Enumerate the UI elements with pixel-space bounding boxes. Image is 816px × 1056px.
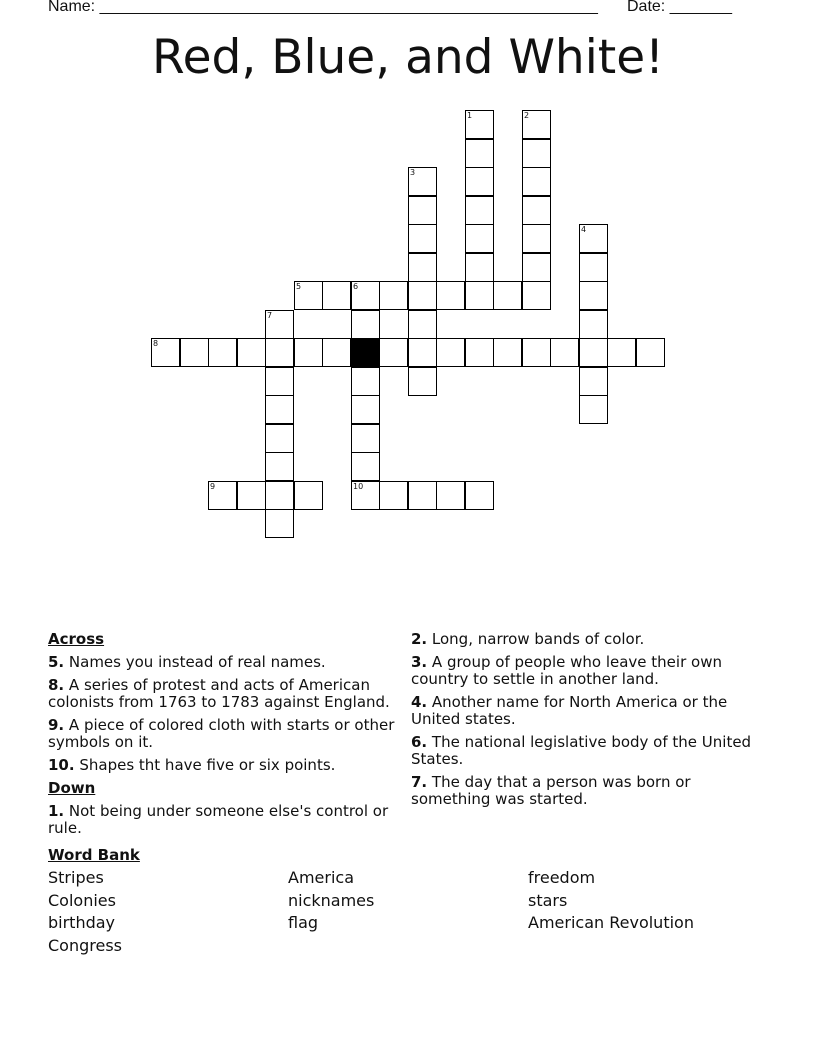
- grid-cell[interactable]: [607, 338, 636, 367]
- grid-cell[interactable]: [379, 338, 408, 367]
- grid-cell[interactable]: [351, 395, 380, 424]
- across-clue-list: [48, 654, 398, 774]
- clue-label-number: 4.: [411, 693, 428, 711]
- grid-cell[interactable]: [465, 139, 494, 168]
- grid-cell[interactable]: [579, 224, 608, 253]
- clue-text: A group of people who leave their own country to settle in another land.: [411, 653, 722, 688]
- clue: [411, 734, 761, 768]
- grid-cell[interactable]: [522, 224, 551, 253]
- grid-cell[interactable]: [265, 481, 294, 510]
- clues-right-column: [411, 631, 761, 814]
- grid-cell[interactable]: [237, 481, 266, 510]
- clue: [48, 677, 398, 711]
- grid-cell[interactable]: [579, 367, 608, 396]
- grid-cell[interactable]: [294, 481, 323, 510]
- clue-text: The day that a person was born or something was started.: [411, 773, 691, 808]
- clue: [48, 717, 398, 751]
- clue-number: 8: [153, 339, 159, 348]
- clue-number: 2: [524, 111, 530, 120]
- grid-cell[interactable]: [408, 196, 437, 225]
- grid-cell[interactable]: [579, 395, 608, 424]
- word-bank-item: birthday: [48, 913, 116, 932]
- down-heading: Down: [48, 779, 96, 797]
- grid-cell[interactable]: [636, 338, 665, 367]
- grid-cell[interactable]: [579, 281, 608, 310]
- grid-cell[interactable]: [522, 338, 551, 367]
- grid-cell[interactable]: [522, 139, 551, 168]
- clue-number: 4: [581, 225, 587, 234]
- grid-cell[interactable]: [465, 196, 494, 225]
- grid-cell[interactable]: [351, 310, 380, 339]
- grid-cell[interactable]: [522, 196, 551, 225]
- grid-cell[interactable]: [436, 338, 465, 367]
- grid-cell[interactable]: [522, 253, 551, 282]
- grid-cell[interactable]: [579, 253, 608, 282]
- grid-cell[interactable]: [465, 481, 494, 510]
- down-clue-list-right: [411, 631, 761, 808]
- grid-cell[interactable]: [465, 110, 494, 139]
- grid-cell[interactable]: [550, 338, 579, 367]
- grid-cell[interactable]: [493, 281, 522, 310]
- grid-cell[interactable]: [579, 338, 608, 367]
- grid-cell[interactable]: [465, 167, 494, 196]
- grid-cell[interactable]: [379, 281, 408, 310]
- clue-number: 6: [353, 282, 359, 291]
- grid-cell[interactable]: [265, 367, 294, 396]
- clue-label-number: 7.: [411, 773, 428, 791]
- grid-cell[interactable]: [265, 509, 294, 538]
- clue-label-number: 1.: [48, 802, 65, 820]
- grid-cell[interactable]: [436, 281, 465, 310]
- header: [48, 0, 768, 22]
- clue-text: Shapes tht have five or six points.: [74, 756, 336, 774]
- down-clue-list-left: [48, 803, 398, 837]
- grid-cell[interactable]: [265, 452, 294, 481]
- clue-text: Not being under someone else's control or rule.: [48, 802, 389, 837]
- clue: [411, 774, 761, 808]
- crossword-grid: [151, 110, 671, 540]
- clue-text: A series of protest and acts of American colonists from 1763 to 1783 against England.: [48, 676, 390, 711]
- grid-cell[interactable]: [294, 338, 323, 367]
- word-bank-item: America: [288, 868, 354, 887]
- clue: [48, 654, 398, 671]
- grid-cell[interactable]: [522, 110, 551, 139]
- grid-cell[interactable]: [436, 481, 465, 510]
- grid-cell[interactable]: [351, 452, 380, 481]
- word-bank-item: nicknames: [288, 891, 375, 910]
- clue-label-number: 2.: [411, 630, 428, 648]
- grid-cell[interactable]: [465, 224, 494, 253]
- clues-left-column: [48, 631, 398, 843]
- clue-label-number: 9.: [48, 716, 65, 734]
- clue: [411, 694, 761, 728]
- grid-cell[interactable]: [465, 338, 494, 367]
- word-bank-item: stars: [528, 891, 568, 910]
- clue-number: 3: [410, 168, 416, 177]
- clue-number: 10: [353, 482, 364, 491]
- clue: [48, 757, 398, 774]
- grid-cell[interactable]: [408, 167, 437, 196]
- grid-cell[interactable]: [465, 281, 494, 310]
- grid-cell[interactable]: [208, 338, 237, 367]
- clue-text: Names you instead of real names.: [64, 653, 326, 671]
- clue-label-number: 6.: [411, 733, 428, 751]
- clue-label-number: 10.: [48, 756, 75, 774]
- date-field[interactable]: Date: _______: [627, 0, 732, 15]
- grid-cell[interactable]: [265, 395, 294, 424]
- grid-cell[interactable]: [408, 367, 437, 396]
- grid-cell[interactable]: [522, 167, 551, 196]
- across-heading: Across: [48, 630, 105, 648]
- clue-label-number: 5.: [48, 653, 65, 671]
- clue: [411, 654, 761, 688]
- grid-cell[interactable]: [408, 481, 437, 510]
- clue-text: Long, narrow bands of color.: [427, 630, 645, 648]
- grid-cell[interactable]: [522, 281, 551, 310]
- grid-cell[interactable]: [408, 224, 437, 253]
- word-bank-item: American Revolution: [528, 913, 694, 932]
- grid-cell[interactable]: [579, 310, 608, 339]
- grid-cell[interactable]: [493, 338, 522, 367]
- grid-cell[interactable]: [351, 481, 380, 510]
- grid-cell[interactable]: [408, 310, 437, 339]
- word-bank-item: Congress: [48, 936, 122, 955]
- word-bank-item: Colonies: [48, 891, 116, 910]
- clue-number: 1: [467, 111, 473, 120]
- word-bank-item: flag: [288, 913, 319, 932]
- grid-cell[interactable]: [208, 481, 237, 510]
- grid-cell[interactable]: [294, 281, 323, 310]
- grid-cell[interactable]: [322, 338, 351, 367]
- page-title: Red, Blue, and White!: [152, 30, 664, 85]
- grid-cell[interactable]: [237, 338, 266, 367]
- grid-cell[interactable]: [265, 310, 294, 339]
- clue-number: 9: [210, 482, 216, 491]
- clue: [48, 803, 398, 837]
- grid-cell[interactable]: [379, 481, 408, 510]
- grid-cell[interactable]: [151, 338, 180, 367]
- grid-cell[interactable]: [351, 281, 380, 310]
- grid-cell[interactable]: [180, 338, 209, 367]
- grid-cell[interactable]: [408, 338, 437, 367]
- grid-cell[interactable]: [322, 281, 351, 310]
- grid-cell[interactable]: [351, 424, 380, 453]
- word-bank-item: Stripes: [48, 868, 104, 887]
- grid-cell[interactable]: [351, 367, 380, 396]
- black-cell: [351, 338, 380, 367]
- grid-cell[interactable]: [265, 338, 294, 367]
- clue-text: A piece of colored cloth with starts or other symbols on it.: [48, 716, 395, 751]
- clue-text: Another name for North America or the United states.: [411, 693, 728, 728]
- grid-cell[interactable]: [465, 253, 494, 282]
- name-field[interactable]: Name: ________________________________________________________: [48, 0, 598, 15]
- clue-number: 5: [296, 282, 302, 291]
- clue: [411, 631, 761, 648]
- clue-text: The national legislative body of the United States.: [411, 733, 752, 768]
- clue-label-number: 8.: [48, 676, 65, 694]
- grid-cell[interactable]: [408, 281, 437, 310]
- grid-cell[interactable]: [408, 253, 437, 282]
- word-bank-heading: Word Bank: [48, 846, 140, 864]
- grid-cell[interactable]: [265, 424, 294, 453]
- clue-number: 7: [267, 311, 273, 320]
- word-bank-item: freedom: [528, 868, 596, 887]
- clue-label-number: 3.: [411, 653, 428, 671]
